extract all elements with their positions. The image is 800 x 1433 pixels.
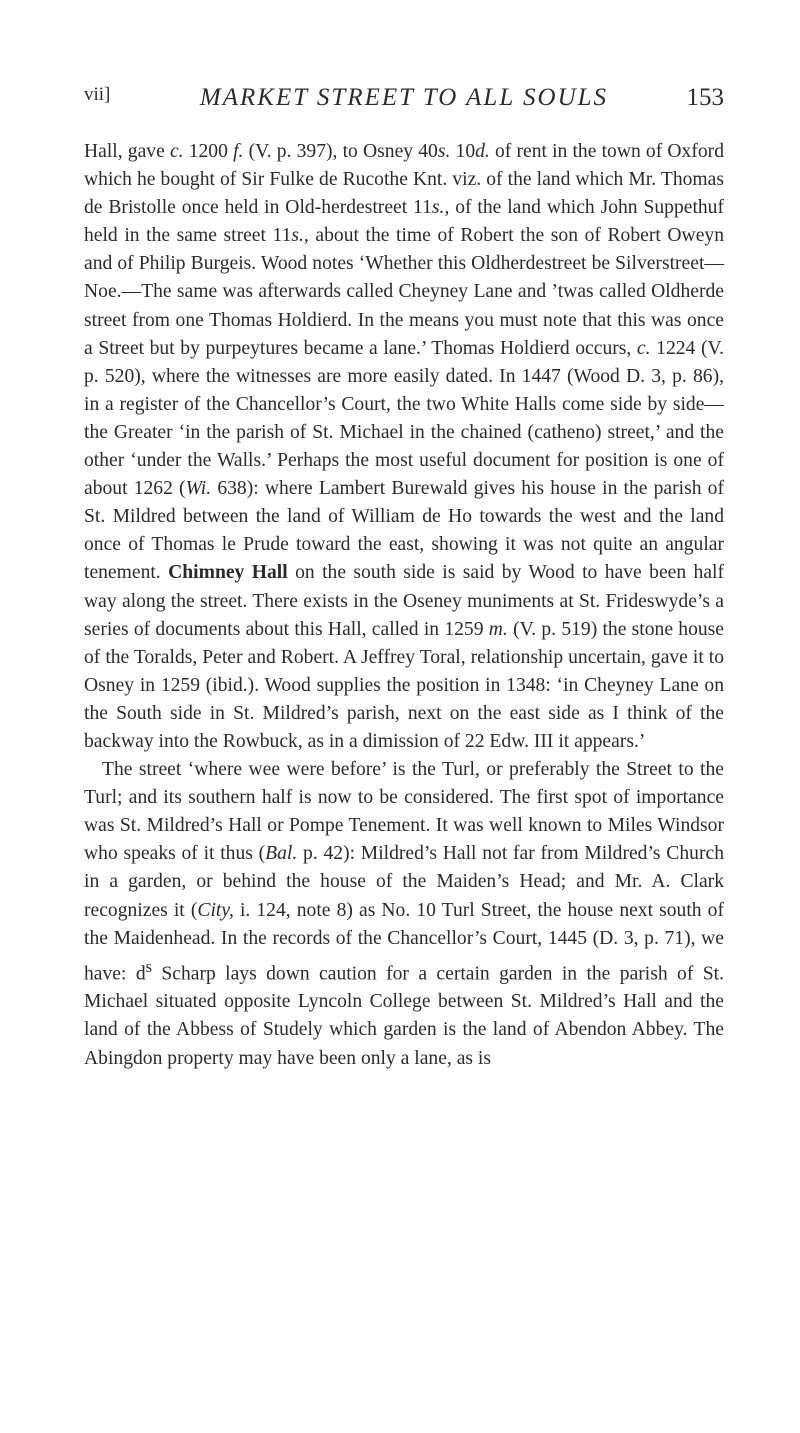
italic-run: c.	[169, 141, 184, 162]
text-run: Scharp lays down caution for a certain garden in the parish of St. Michael situated opposite Lyncoln College between St. Mildred’s Hall and the land of the Abbess of Studely which garden is the land of Abendon Abbey. The Abingdon property may have been only a lane, as is	[84, 963, 724, 1069]
italic-run: f.	[233, 141, 244, 162]
text-run: (V. p. 519) the stone house of the Toralds, Peter and Robert. A Jeffrey Toral, relationship uncertain, gave it to Osney in 1259 (ibid.). Wood supplies the position in 1348: ‘in Cheyney Lane on the South side in St. Mildred’s parish, next on the east side as I think of the backway into the Rowbuck, as in a dimission of 22 Edw. III it appears.’	[84, 618, 724, 752]
text-run: on the south side is said by Wood to have been half way along the street. There exists in the Oseney muniments at St. Frideswyde’s a series of documents about this Hall, called in 1259	[84, 562, 725, 640]
text-run: The street ‘where wee were before’ is the Turl, or preferably the Street to the Turl; and its southern half is now to be considered. The first spot of importance was St. Mildred’s Hall or Pompe Tenement. It was well known to Miles Windsor who speaks of it thus (	[84, 759, 724, 865]
paragraph-2	[84, 756, 724, 1073]
body-text	[84, 138, 724, 1073]
italic-run: City,	[197, 899, 234, 921]
text-run: , about the time of Robert the son of Robert Oweyn and of Philip Burgeis. Wood notes ‘Whether this Oldherdestreet be Silverstreet—Noe.—The same was afterwards called Cheyney Lane and ’twas called Oldherde street from one Thomas Holdierd. In the means you must note that this was once a Street but by purpeytures became a lane.’ Thomas Holdierd occurs,	[84, 225, 724, 359]
text-run: Hall, gave	[84, 141, 170, 162]
italic-run: c.	[636, 337, 651, 359]
page-number: 153	[686, 84, 724, 111]
text-run: (V. p. 397), to Osney 40	[243, 141, 438, 162]
italic-run: s.	[291, 225, 304, 247]
text-run: of rent in the town of Oxford which he bought of Sir Fulke de Rucothe Knt. viz. of the land which Mr. Thomas de Bristolle once held in Old-herdestreet 11	[84, 141, 725, 219]
paragraph-1	[84, 138, 724, 756]
chapter-number: vii]	[84, 84, 111, 105]
page-title: MARKET STREET TO ALL SOULS	[199, 84, 609, 111]
text-run: 10	[450, 141, 476, 162]
superscript-run: s	[145, 956, 152, 976]
italic-run: Wi.	[185, 478, 212, 500]
text-run: , of the land which John Suppethuf held in the same street 11	[84, 197, 725, 247]
italic-run: s.	[431, 197, 445, 219]
italic-run: s.	[437, 141, 451, 162]
italic-run: d.	[475, 141, 490, 162]
text-run: 638): where Lambert Burewald gives his house in the parish of St. Mildred between the land of William de Ho towards the west and the land once of Thomas le Prude toward the east, showing it was not quite an angular tenement.	[84, 478, 724, 584]
italic-run: m.	[488, 618, 508, 640]
bold-heading-run: Chimney Hall	[168, 562, 288, 584]
italic-run: Bal.	[265, 843, 298, 865]
text-run: 1200	[183, 141, 234, 162]
text-run: p. 42): Mildred’s Hall not far from Mildred’s Church in a garden, or behind the house of the Maiden’s Head; and Mr. A. Clark recognizes it (	[84, 843, 724, 921]
text-run: 1224 (V. p. 520), where the witnesses are more easily dated. In 1447 (Wood D. 3, p. 86), in a register of the Chancellor’s Court, the two White Halls come side by side—the Greater ‘in the parish of St. Michael in the chained (catheno) street,’ and the other ‘under the Walls.’ Perhaps the most useful document for position is one of about 1262 (	[84, 337, 725, 500]
text-run: i. 124, note 8) as No. 10 Turl Street, the house next south of the Maidenhead. In the records of the Chancellor’s Court, 1445 (D. 3, p. 71), we have: d	[84, 899, 725, 985]
running-header	[84, 84, 724, 118]
